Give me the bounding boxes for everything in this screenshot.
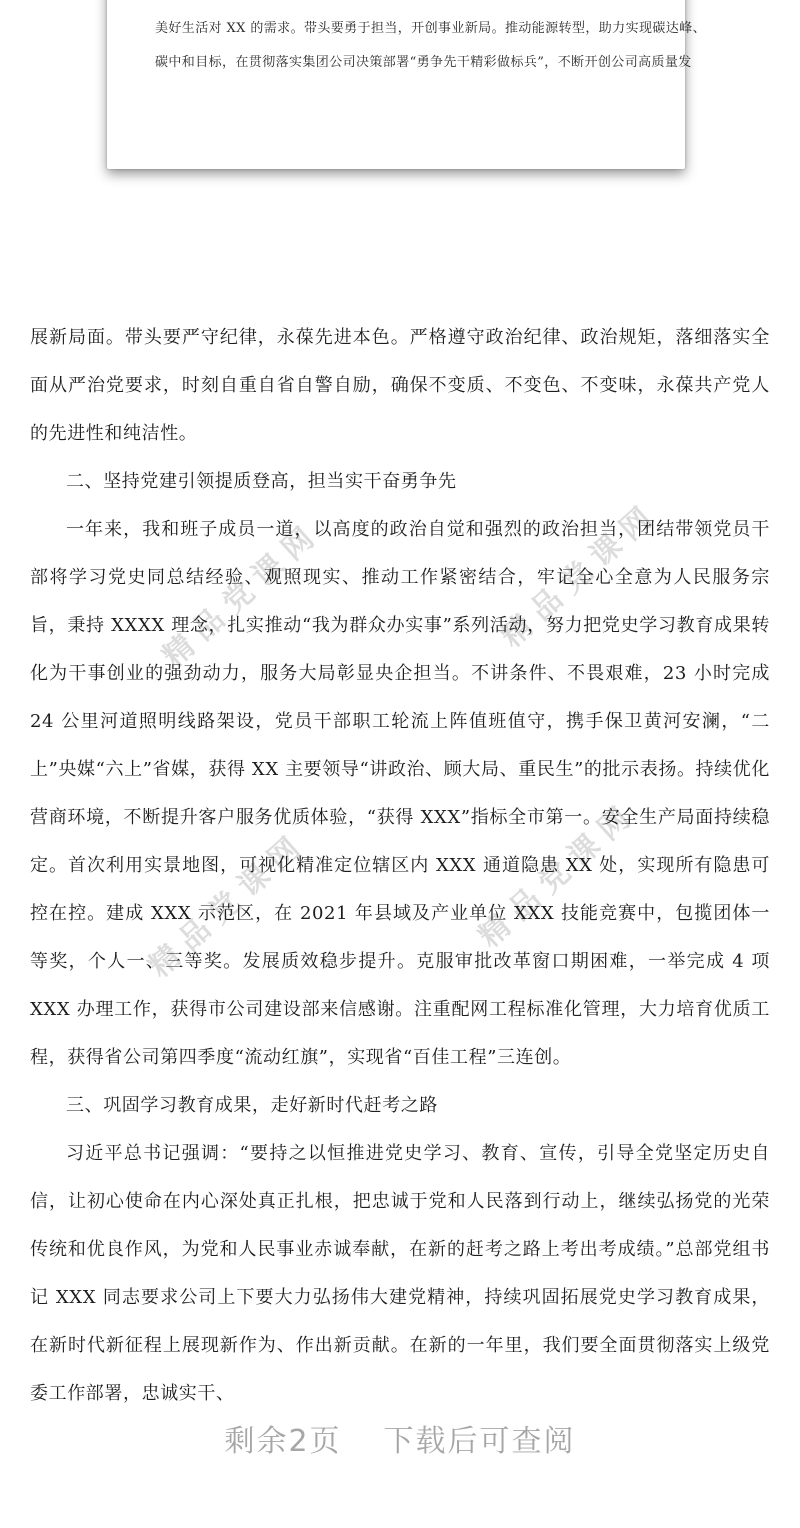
watermark-text: 精品党课网 xyxy=(156,514,329,675)
section-heading-2: 二、坚持党建引领提质登高，担当实干奋勇争先 xyxy=(66,471,457,492)
paragraph-section-3-body: 习近平总书记强调：“要持之以恒推进党史学习、教育、宣传，引导全党坚定历史自信，让初心使命在内心深处真正扎根，把忠诚于党和人民落到行动上，继续弘扬党的光荣传统和优良作风，为党和人民事业赤诚奉献，在新的赶考之路上考出考成绩。”总部党组书记 XXX 同志要求公司上下要大力弘扬伟大建党精神，持续巩固拓展党史学习教育成果，在新时代新征程上展现新作为、作出新贡献。在新的一年里，我们要全面贯彻落实上级党委工作部署，忠诚实干、 xyxy=(30,1143,770,1404)
paragraph-section-2-body: 一年来，我和班子成员一道，以高度的政治自觉和强烈的政治担当，团结带领党员干部将学习党史同总结经验、观照现实、推动工作紧密结合，牢记全心全意为人民服务宗旨，秉持 XXXX 理念，扎实推动“我为群众办实事”系列活动，努力把党史学习教育成果转化为干事创业的强劲动力，服务大局彰显央企担当。不讲条件、不畏艰难，23 小时完成 24 公里河道照明线路架设，党员干部职工轮流上阵值班值守，携手保卫黄河安澜，“二上”央媒“六上”省媒，获得 XX 主要领导“讲政治、顾大局、重民生”的批示表扬。持续优化营商环境，不断提升客户服务优质体验，“获得 XXX”指标全市第一。安全生产局面持续稳定。首次利用实景地图，可视化精准定位辖区内 XXX 通道隐患 XX 处，实现所有隐患可控在控。建成 XXX 示范区，在 2021 年县域及产业单位 XXX 技能竞赛中，包揽团体一等奖，个人一、三等奖。发展质效稳步提升。克服审批改革窗口期困难，一举完成 4 项 XXX 办理工作，获得市公司建设部来信感谢。注重配网工程标准化管理，大力培育优质工程，获得省公司第四季度“流动红旗”，实现省“百佳工程”三连创。 xyxy=(30,519,770,1068)
watermark-text: 精品党课网 xyxy=(142,824,315,985)
preview-text-line: 碳中和目标，在贯彻落实集团公司决策部署“勇争先干精彩做标兵”，不断开创公司高质量发 xyxy=(155,55,692,70)
watermark-text: 精品党课网 xyxy=(494,494,667,655)
remaining-pages-bar xyxy=(0,1416,800,1460)
remaining-pages-count: 剩余2页 xyxy=(224,1424,342,1459)
preview-text-line: 美好生活对 XX 的需求。带头要勇于担当，开创事业新局。推动能源转型，助力实现碳达峰、 xyxy=(155,21,706,36)
page-preview-card xyxy=(107,0,706,169)
download-to-view-hint: 下载后可查阅 xyxy=(383,1424,576,1459)
watermark-text: 精品党课网 xyxy=(472,794,645,955)
section-heading-3: 三、巩固学习教育成果，走好新时代赶考之路 xyxy=(66,1095,438,1116)
paragraph-continuation: 展新局面。带头要严守纪律，永葆先进本色。严格遵守政治纪律、政治规矩，落细落实全面从严治党要求，时刻自重自省自警自励，确保不变质、不变色、不变味，永葆共产党人的先进性和纯洁性。 xyxy=(30,327,770,444)
document-body xyxy=(0,314,800,1418)
